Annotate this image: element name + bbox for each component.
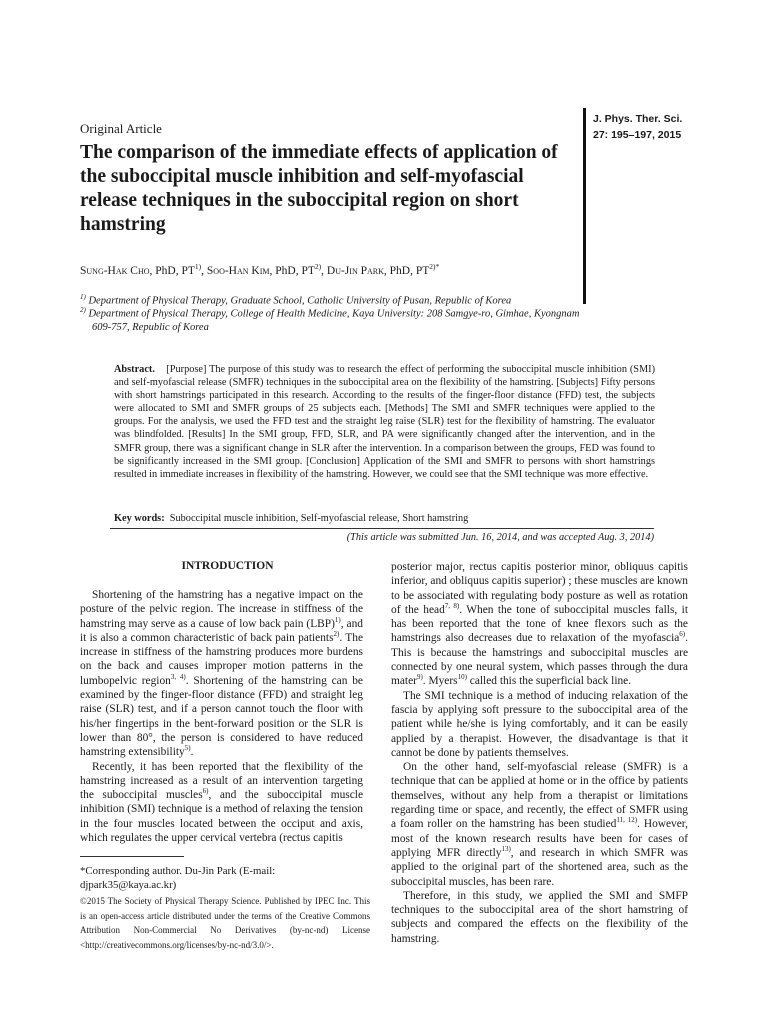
author-degrees: , PhD, PT	[383, 264, 430, 277]
abstract-label: Abstract.	[114, 364, 155, 375]
body-paragraph	[80, 760, 363, 846]
citation-marker: 11, 12)	[616, 816, 638, 825]
author-name: Sung-Hak	[80, 264, 128, 277]
keywords	[114, 513, 655, 524]
author-1	[80, 262, 207, 277]
paragraph-text: , and research in which SMFR was applied to the original part of the shortened area, such as the suboccipital muscles, has been rare.	[391, 846, 688, 888]
paper-title: The comparison of the immediate effects of application of the suboccipital muscle inhibition and self-myofascial release techniques in the suboccipital region on short hamstring	[80, 142, 558, 235]
abstract-divider	[110, 528, 654, 529]
affiliation-mark: 1)	[80, 293, 86, 301]
body-paragraph	[391, 560, 688, 689]
citation-marker: 7, 8)	[444, 602, 460, 611]
citation-marker: 1)	[334, 615, 341, 624]
paragraph-text: Therefore, in this study, we applied the SMI and SMFP techniques to the suboccipital area of the short hamstring of subjects and compared the effects on the flexibility of the hamstring.	[391, 889, 688, 945]
body-paragraph	[391, 889, 688, 946]
affiliation-text: Department of Physical Therapy, Graduate School, Catholic University of Pusan, Republic of Korea	[88, 295, 512, 307]
paragraph-text: Recently, it has been reported that the flexibility of the hamstring increased as a result of an intervention targeting the suboccipital muscles	[80, 760, 363, 802]
journal-name: J. Phys. Ther. Sci.	[593, 113, 683, 125]
left-column	[80, 588, 363, 845]
author-3	[326, 262, 440, 277]
affiliation-2	[80, 304, 592, 334]
paragraph-text: . The increase in stiffness of the hamstring produces more burdens on the back and causes improper motion patterns in the lumbopelvic region	[80, 631, 363, 687]
paragraph-text: Shortening of the hamstring has a negative impact on the posture of the pelvic region. The increase in stiffness of the hamstring may serve as a cause of low back pain (LBP)	[80, 589, 363, 630]
keywords-text: Suboccipital muscle inhibition, Self-myofascial release, Short hamstring	[169, 513, 469, 524]
author-name: Soo-Han	[206, 264, 249, 277]
author-degrees: , PhD, PT	[269, 264, 315, 277]
author-name: Du-Jin	[326, 264, 358, 277]
citation-marker: 13)	[501, 845, 511, 854]
journal-info	[593, 111, 703, 143]
author-surname: Cho	[130, 264, 150, 277]
author-separator: ,	[321, 264, 327, 277]
paragraph-text: . Myers	[422, 675, 458, 688]
author-2	[206, 262, 327, 277]
citation-marker: 6)	[679, 630, 686, 639]
abstract-text: [Purpose] The purpose of this study was to research the effect of performing the suboccipital muscle inhibition (SMI) and self-myofascial release (SMFR) techniques in the suboccipital area on the flexibility of the hamstring. [Subjects] Fifty persons with short hamstrings participated in this research. According to the results of the finger-floor distance (FFD) test, the subjects were allocated to SMI and SMFR groups of 25 subjects each. [Methods] The SMI and SMFR techniques were applied to the groups. For the analysis, we used the FFD test and the straight leg raise (SLR) test for the flexibility of hamstring. The evaluator was blindfolded. [Results] In the SMI group, FFD, SLR, and PA were significantly changed after the intervention, and in the SMFR group, there was a significant change in SLR after the intervention. In a comparison between the groups, FED was found to be significantly increased in the SMI group. [Conclusion] Application of the SMI and SMFR to persons with short hamstrings resulted in immediate increases in flexibility of the hamstring. However, we could see that the SMI technique was more effective.	[114, 364, 655, 480]
abstract	[114, 363, 655, 481]
affiliation-text: Department of Physical Therapy, College of Health Medicine, Kaya University: 208 Samgye-ro, Gimhae, Kyongnam 609-757, Republic of Korea	[88, 308, 580, 333]
footnote-divider	[80, 856, 184, 857]
license-notice: ©2015 The Society of Physical Therapy Science. Published by IPEC Inc. This is an open-access article distributed under the terms of the Creative Commons Attribution Non-Commercial No Derivatives (by-nc-nd) License <http://creativecommons.org/licenses/by-nc-nd/3.0/>.	[80, 896, 370, 951]
paragraph-text: On the other hand, self-myofascial release (SMFR) is a technique that can be applied at home or in the office by patients themselves, without any help from a therapist or limitations regarding time or space, and recently, the effect of SMFR using a foam roller on the hamstring has been studied	[391, 761, 688, 831]
citation-marker: 6)	[202, 787, 209, 796]
paragraph-text: . This is because the hamstrings and suboccipital muscles are connected by one neural system, which passes through the dura mater	[391, 632, 688, 688]
citation-marker: 2)	[333, 630, 340, 639]
citation-marker: 9)	[416, 673, 423, 682]
body-paragraph	[391, 760, 688, 889]
author-affiliation-mark: 2)	[314, 262, 322, 271]
journal-divider-bar	[583, 108, 586, 304]
right-column	[391, 560, 688, 946]
corresponding-author: *Corresponding author. Du-Jin Park (E-mail: djpark35@kaya.ac.kr)	[80, 865, 276, 891]
paragraph-text: . When the tone of suboccipital muscles falls, it has been reported that the tone of knee flexors such as the hamstrings also decreases due to relaxation of the myofascia	[391, 603, 688, 645]
author-surname: Park	[360, 264, 384, 277]
submission-dates: (This article was submitted Jun. 16, 2014, and was accepted Aug. 3, 2014)	[346, 532, 654, 543]
author-affiliation-mark: 2)*	[429, 262, 440, 271]
author-affiliation-mark: 1)	[194, 262, 202, 271]
paragraph-text: . However, most of the known research results have been for cases of applying MFR directly	[391, 818, 688, 859]
author-surname: Kim	[251, 264, 270, 277]
citation-marker: 3, 4)	[170, 672, 186, 681]
citation-marker: 5)	[184, 744, 191, 753]
body-paragraph	[80, 588, 363, 760]
paragraph-text: posterior major, rectus capitis posterior minor, obliquus capitis inferior, and obliquus capitis superior) ; these muscles are known to be associated with regulating body posture as well as rotation of the head	[391, 561, 688, 616]
affiliation-mark: 2)	[80, 306, 86, 314]
introduction-heading: INTRODUCTION	[181, 560, 274, 572]
citation-marker: 10)	[457, 673, 467, 682]
author-separator: ,	[201, 264, 207, 277]
journal-volume-pages: 27: 195–197, 2015	[593, 129, 682, 141]
article-type: Original Article	[80, 121, 162, 136]
paragraph-text: . Shortening of the hamstring can be examined by the finger-floor distance (FFD) and straight leg raise (SLR) test, and if a person cannot touch the floor with his/her fingertips in the bent-forward position or the SLR is lower than 80°, the person is considered to have reduced hamstring extensibility	[80, 674, 363, 759]
paragraph-text: .	[190, 746, 194, 759]
paragraph-text: , and it is also a common characteristic of back pain patients	[80, 617, 363, 644]
author-list	[80, 262, 580, 277]
author-degrees: , PhD, PT	[149, 264, 195, 277]
paragraph-text: The SMI technique is a method of inducing relaxation of the fascia by applying soft pressure to the suboccipital area of the patient while he/she is lying comfortably, and it can be easily applied by a therapist. However, the disadvantage is that it cannot be done by patients themselves.	[391, 689, 688, 759]
keywords-label: Key words:	[114, 513, 165, 524]
paragraph-text: called this the superficial back line.	[466, 675, 632, 688]
body-paragraph	[391, 689, 688, 760]
paragraph-text: , and the suboccipital muscle inhibition (SMI) technique is a method of relaxing the tension in the four muscles located between the occiput and axis, which regulates the upper cervical vertebra (rectus capitis	[80, 789, 363, 845]
